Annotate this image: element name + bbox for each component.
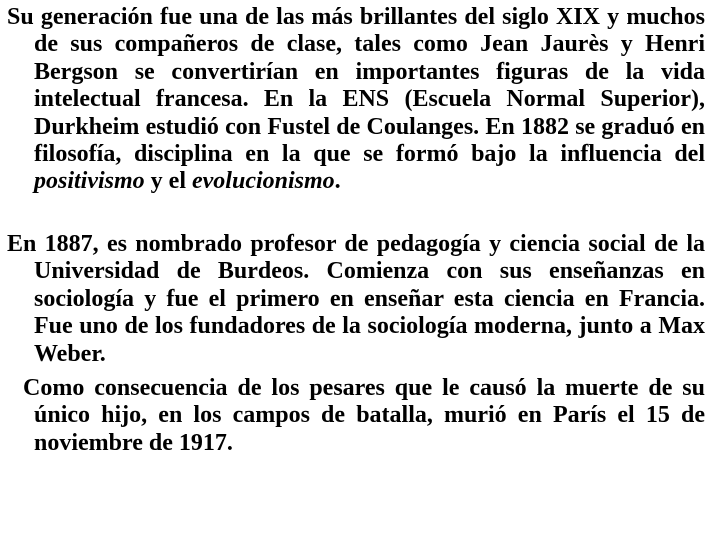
paragraph-text: y el [144,168,192,195]
italic-term-positivismo: positivismo [34,168,145,195]
paragraph-career: En 1887, es nombrado profesor de pedagogía y ciencia social de la Universidad de Burdeos. Comienza con sus enseñanzas en sociología y fue el primero en enseñar esta ciencia en Francia. Fue uno de los fundadores de la sociología moderna, junto a Max Weber. [7,231,705,367]
paragraph-education [7,4,705,196]
paragraph-text: Su generación fue una de las más brillantes del siglo XIX y muchos de sus compañeros de clase, tales como Jean Jaurès y Henri Bergson se convertirían en importantes figuras de la vida intelectual francesa. En la ENS (Escuela Normal Superior), Durkheim estudió con Fustel de Coulanges. En 1882 se graduó en filosofía, disciplina en la que se formó bajo la influencia del [7,4,705,168]
italic-term-evolucionismo: evolucionismo [192,168,335,195]
paragraph-death: Como consecuencia de los pesares que le causó la muerte de su único hijo, en los campos de batalla, murió en París el 15 de noviembre de 1917. [23,375,705,456]
paragraph-text: . [334,168,341,195]
